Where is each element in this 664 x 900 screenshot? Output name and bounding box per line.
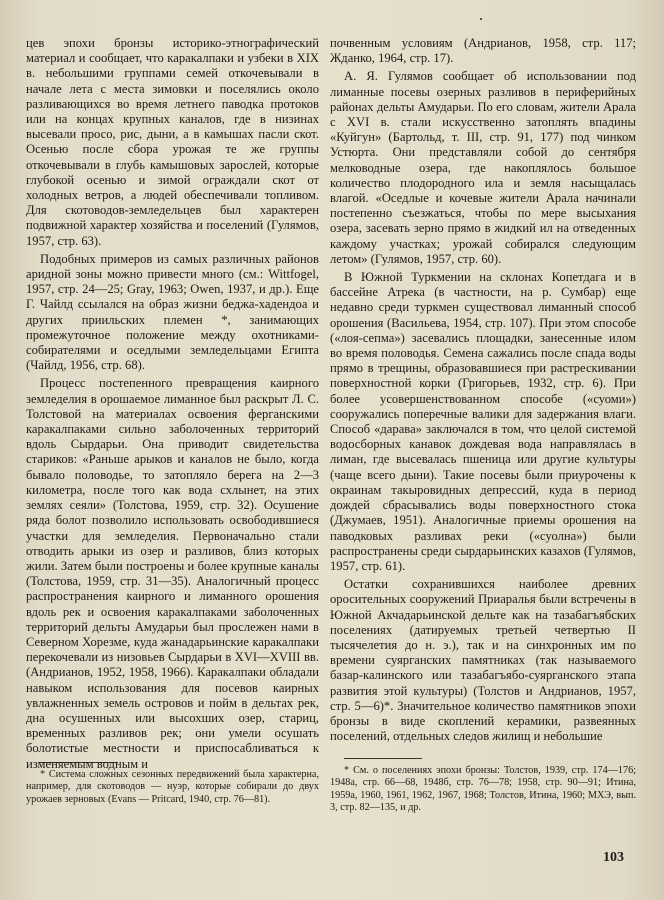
left-footnote <box>26 769 319 806</box>
right-paragraph-1: почвенным условиям (Андрианов, 1958, стр. 117; Жданко, 1964, стр. 17). <box>330 36 636 66</box>
footnote-divider <box>344 758 422 759</box>
left-column-body <box>26 36 319 771</box>
left-footnote-text: * Система сложных сезонных передвижений была характерна, например, для скотоводов — нуэр, которые собирали до двух урожаев зерновых (Evans — Pritcard, 1940, стр. 76—81). <box>26 769 319 805</box>
print-speck <box>480 18 482 20</box>
right-paragraph-3: В Южной Туркмении на склонах Копетдага и в бассейне Атрека (в частности, на р. Сумбар) еще недавно среди туркмен существовал лиманный способ орошения (Васильева, 1954, стр. 107). При этом способе («лоя-сепма») засевались площадки, занесенные илом во время половодья. Семена сажались после спада воды прямо в трещины, образовавшиеся при растрескивании поверхностной корки (Григорьев, 1932, стр. 6). При более усовершенствованном способе («суоми») сооружались поперечные валики для задержания влаги. Способ «дарава» заключался в том, что целой системой водосборных канавок дождевая вода направлялась в лиман, где высевалась пшеница или другие культуры (чаще всего дыни). Такие посевы были приурочены к окраинам такыровидных депрессий, куда в период дождей сбрасывались воды поверхностного стока (Джумаев, 1951). Аналогичные приемы орошения на паводковых разливах реки («суолна») были распространены среди сырдарьинских казахов (Гулямов, 1957, стр. 61). <box>330 270 636 573</box>
left-column <box>26 36 319 806</box>
right-paragraph-2: А. Я. Гулямов сообщает об использовании под лиманные посевы озерных разливов в периферийных районах дельты Амударьи. По его словам, жители Арала с XVI в. стали искусственно затоплять впадины «Куйгун» (Бартольд, т. III, стр. 91, 177) под чинком Устюрта. Они представляли собой до сентября мелководные озера, где накоплялось большое количество плодородного ила и земля насыщалась влагой. «Оседлые и кочевые жители Арала начинали постепенно съезжаться, чтобы по мере высыхания озера, засевать зерно прямо в жидкий ил на отведенных каждому участках; урожай собирался следующим летом» (Гулямов, 1957, стр. 60). <box>330 69 636 266</box>
left-paragraph-1: цев эпохи бронзы историко-этнографический материал и сообщает, что каракалпаки и узбеки в XIX в. небольшими группами семей откочевывали в начале лета с места зимовки и поселялись около разливающихся во время летнего паводка протоков или на концах крупных каналов, где в низинах высевали просо, рис, дыни, а в камышах пасли скот. Осенью после сбора урожая те же группы откочевывали в глубь камышовых зарослей, которые глубокой осенью и зимой ограждали скот от холодных ветров, а людей обеспечивали топливом. Для скотоводов-земледельцев был характерен подвижной характер хозяйства и поселений (Гулямов, 1957, стр. 63). <box>26 36 319 248</box>
right-column-body <box>330 36 636 748</box>
left-paragraph-3: Процесс постепенного превращения каирного земледелия в орошаемое лиманное был раскрыт Л. С. Толстовой на материалах освоения ферганскими каракалпаками сильно заболоченных территорий вдоль Сырдарьи. Она приводит свидетельства стариков: «Раньше арыков и каналов не было, когда бывало половодье, то затопляло берега на 2—3 километра, после того как вода схлынет, на этих землях сеяли» (Толстова, 1959, стр. 32). Осушение ряда болот позволило использовать освободившиеся участки для земледелия. Первоначально стали отводить арыки из озер и разливов, близ которых жили. Затем были построены и более крупные каналы (Толстова, 1959, стр. 31—35). Аналогичный процесс распространения каирного и лиманного орошения вдоль рек и освоения каракалпаками заболоченных территорий дельты Амударьи был прослежен нами в Северном Хорезме, куда жанадарьинские каракалпаки перекочевали из низовьев Сырдарьи в XVI—XVIII вв. (Андрианов, 1952, 1958, 1966). Каракалпаки обладали навыком использования для посевов каирных увлажненных земель островов и пойм в дельтах рек, дна осушенных или высохших озер, стариц, временных разливов рек; они умели осушать болотистые местности и приспосабливаться к изменяемым водным и <box>26 376 319 771</box>
right-footnote-text: * См. о поселениях эпохи бронзы: Толстов, 1939, стр. 174—176; 1948а, стр. 66—68, 1948б, стр. 76—78; 1958, стр. 90—91; Итина, 1959а, 1960, 1961, 1962, 1967, 1968; Толстов, Итина, 1960; МХЭ, вып. 3, стр. 82—135, и др. <box>330 765 636 814</box>
right-footnote <box>330 765 636 815</box>
right-column <box>330 36 636 815</box>
right-paragraph-4: Остатки сохранившихся наиболее древних оросительных сооружений Приаралья были встречены в Южной Акчадарьинской дельте как на тазабагъябских поселениях (датируемых третьей четвертью II тысячелетия до н. э.), так и на синхронных им по времени суярганских памятниках (так называемого базар-калинского или тазабагъябо-суярганского этапа развития этой культуры) (Толстов и Андрианов, 1957, стр. 5—6)*. Значительное количество памятников эпохи бронзы в виде скоплений керамики, развеянных поселений, отдельных следов жилищ и небольшие <box>330 577 636 744</box>
left-paragraph-2: Подобных примеров из самых различных районов аридной зоны можно привести много (см.: Wittfogel, 1957, стр. 24—25; Gray, 1963; Owen, 1937, и др.). Еще Г. Чайлд ссылался на образ жизни беджа-хадендоа и других приильских племен *, занимающих промежуточное положение между охотниками-собирателями и оседлыми земледельцами Египта (Чайлд, 1956, стр. 68). <box>26 251 319 373</box>
page-number: 103 <box>603 850 624 865</box>
